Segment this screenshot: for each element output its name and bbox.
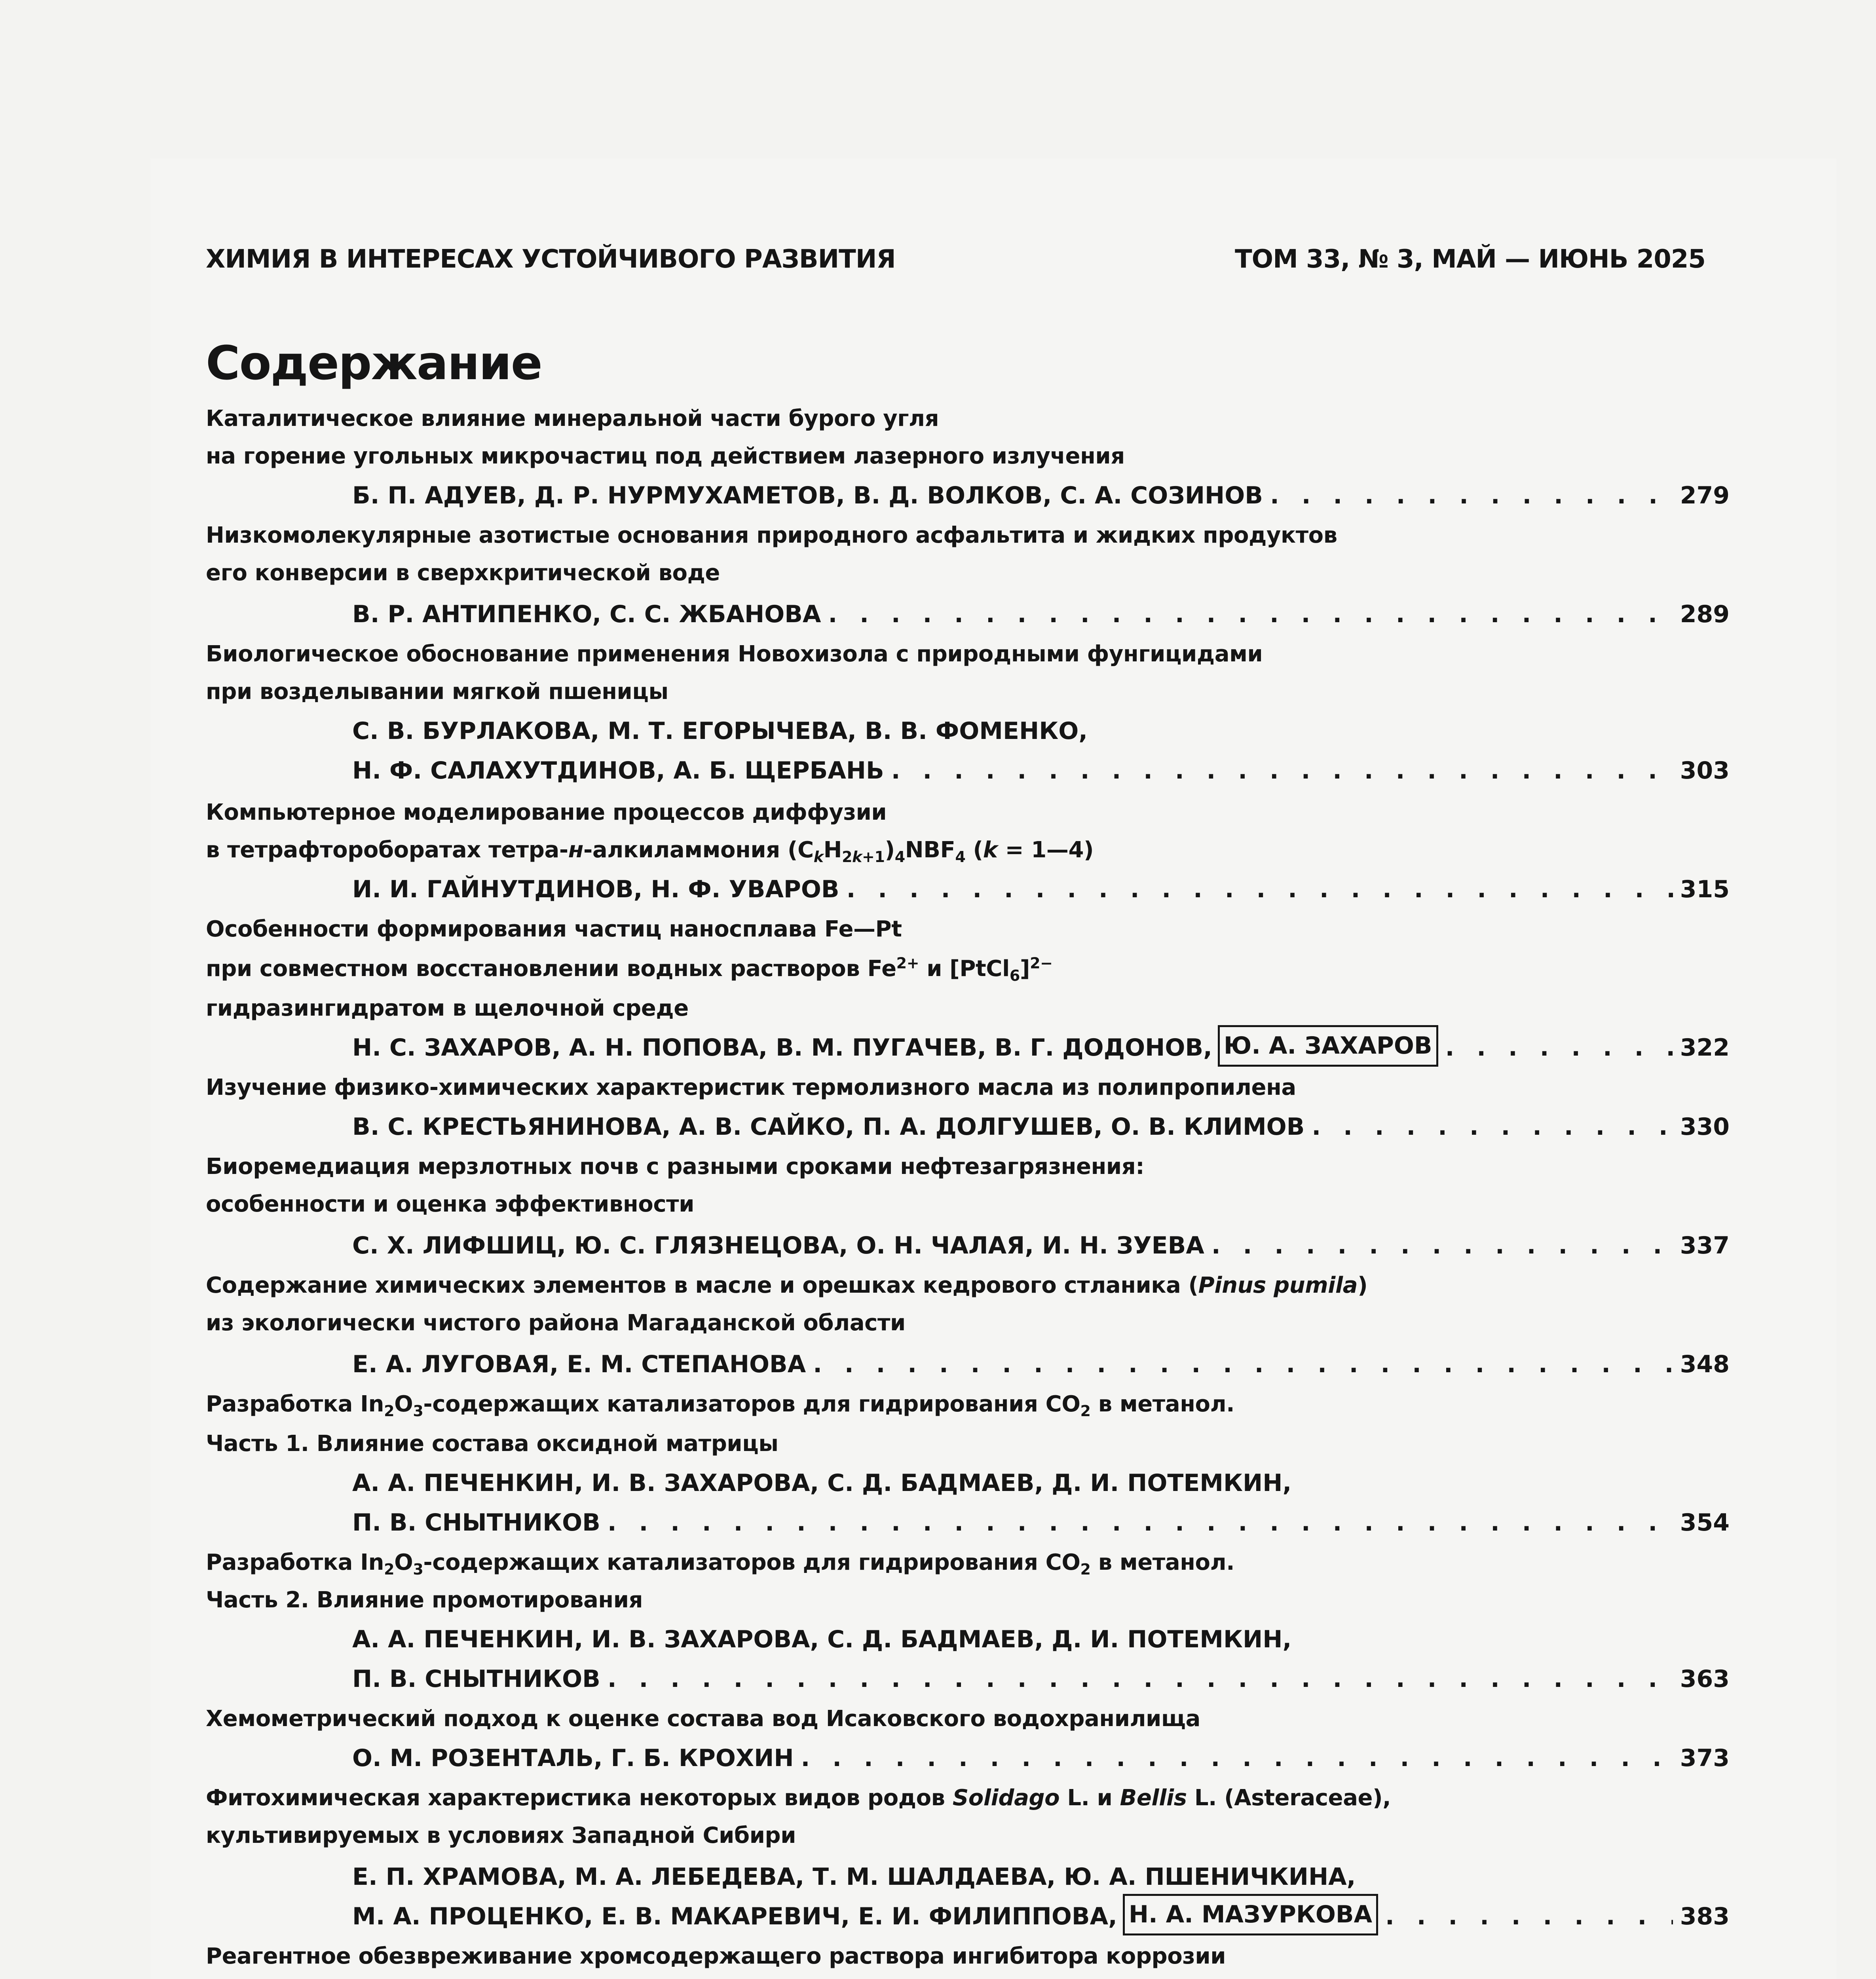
dot-leader xyxy=(813,1346,1673,1383)
article-title-line: Часть 1. Влияние состава оксидной матрицы xyxy=(206,1431,779,1457)
article-authors: А. А. ПЕЧЕНКИН, И. В. ЗАХАРОВА, С. Д. БАДМАЕВ, Д. И. ПОТЕМКИН, xyxy=(352,1626,1292,1653)
article-title-line: гидразингидратом в щелочной среде xyxy=(206,995,689,1021)
article-title-line: при совместном восстановлении водных растворов $Fe^{2+}$ и [PtCl$_6$]$^{2-}$ xyxy=(206,954,1053,985)
issue-info: ТОМ 33, № 3, МАЙ — ИЮНЬ 2025 xyxy=(1235,245,1705,274)
article-title-line: Низкомолекулярные азотистые основания природного асфальтита и жидких продуктов xyxy=(206,522,1337,548)
dot-leader xyxy=(828,596,1673,633)
toc-entry-authors[interactable] xyxy=(352,1108,1730,1146)
article-title-line: Разработка $In_2O_3$-содержащих катализаторов для гидрирования $CO_2$ в метанол. xyxy=(206,1550,1235,1578)
dot-leader xyxy=(1211,1227,1673,1265)
article-authors: С. В. БУРЛАКОВА, М. Т. ЕГОРЫЧЕВА, В. В. ФОМЕНКО, xyxy=(352,717,1088,745)
toc-entry-authors xyxy=(352,1977,1730,1979)
dot-leader xyxy=(1385,1898,1673,1935)
toc-entry-authors[interactable] xyxy=(352,1029,1730,1067)
toc-entry-authors[interactable] xyxy=(352,596,1730,633)
article-title-line: культивируемых в условиях Западной Сибири xyxy=(206,1823,796,1848)
toc-entry-authors xyxy=(352,712,1730,750)
article-title-line: особенности и оценка эффективности xyxy=(206,1191,695,1217)
dot-leader xyxy=(1270,477,1673,515)
page-number: 348 xyxy=(1680,1350,1730,1378)
page-number: 354 xyxy=(1680,1509,1730,1536)
article-title-line: Каталитическое влияние минеральной части бурого угля xyxy=(206,406,939,431)
article-title-line: Изучение физико-химических характеристик термолизного масла из полипропилена xyxy=(206,1075,1296,1100)
article-authors: П. В. СНЫТНИКОВ xyxy=(352,1665,600,1693)
dot-leader xyxy=(891,752,1673,790)
article-title-line: Содержание химических элементов в масле и орешках кедрового стланика (Pinus pumila) xyxy=(206,1272,1368,1298)
page-number: 330 xyxy=(1680,1113,1730,1141)
article-title-line: Биологическое обоснование применения Новохизола с природными фунгицидами xyxy=(206,641,1263,667)
article-authors: М. А. ПРОЦЕНКО, Е. В. МАКАРЕВИЧ, Е. И. ФИЛИППОВА, xyxy=(352,1903,1117,1930)
toc-entry-authors[interactable] xyxy=(352,752,1730,790)
boxed-author: Ю. А. ЗАХАРОВ xyxy=(1218,1025,1438,1067)
article-authors: Н. С. ЗАХАРОВ, А. Н. ПОПОВА, В. М. ПУГАЧЕВ, В. Г. ДОДОНОВ, xyxy=(352,1034,1212,1062)
article-authors: Н. Ф. САЛАХУТДИНОВ, А. Б. ЩЕРБАНЬ xyxy=(352,757,884,784)
toc-entry-authors[interactable] xyxy=(352,871,1730,908)
article-authors: И. И. ГАЙНУТДИНОВ, Н. Ф. УВАРОВ xyxy=(352,876,839,903)
page-number: 383 xyxy=(1680,1903,1730,1930)
dot-leader xyxy=(847,871,1673,908)
article-authors: В. Р. АНТИПЕНКО, С. С. ЖБАНОВА xyxy=(352,600,821,628)
article-title-line: Биоремедиация мерзлотных почв с разными сроками нефтезагрязнения: xyxy=(206,1154,1145,1179)
article-title-line: Реагентное обезвреживание хромсодержащего раствора ингибитора коррозии xyxy=(206,1943,1226,1969)
dot-leader xyxy=(801,1740,1673,1777)
toc-entry-authors xyxy=(352,1621,1730,1658)
dot-leader xyxy=(608,1660,1673,1698)
toc-entry-authors[interactable] xyxy=(352,1346,1730,1383)
article-title-line: Особенности формирования частиц наносплава Fe—Pt xyxy=(206,916,902,942)
article-authors: Е. А. ЛУГОВАЯ, Е. М. СТЕПАНОВА xyxy=(352,1350,806,1378)
article-title-line: при возделывании мягкой пшеницы xyxy=(206,679,668,705)
page-number: 315 xyxy=(1680,876,1730,903)
article-title-line: Хемометрический подход к оценке состава вод Исаковского водохранилища xyxy=(206,1706,1200,1732)
article-authors: В. С. КРЕСТЬЯНИНОВА, А. В. САЙКО, П. А. ДОЛГУШЕВ, О. В. КЛИМОВ xyxy=(352,1113,1305,1141)
journal-title: ХИМИЯ В ИНТЕРЕСАХ УСТОЙЧИВОГО РАЗВИТИЯ xyxy=(206,245,896,274)
article-authors: О. М. РОЗЕНТАЛЬ, Г. Б. КРОХИН xyxy=(352,1744,794,1772)
toc-entry-authors[interactable] xyxy=(352,1660,1730,1698)
article-authors: Е. П. ХРАМОВА, М. А. ЛЕБЕДЕВА, Т. М. ШАЛДАЕВА, Ю. А. ПШЕНИЧКИНА, xyxy=(352,1863,1356,1891)
toc-heading: Содержание xyxy=(206,336,542,390)
article-title-line: Часть 2. Влияние промотирования xyxy=(206,1587,643,1613)
page-number: 289 xyxy=(1680,600,1730,628)
article-authors: С. Х. ЛИФШИЦ, Ю. С. ГЛЯЗНЕЦОВА, О. Н. ЧАЛАЯ, И. Н. ЗУЕВА xyxy=(352,1232,1204,1259)
toc-entry-authors[interactable] xyxy=(352,477,1730,515)
page-number: 303 xyxy=(1680,757,1730,784)
toc-entry-authors[interactable] xyxy=(352,1504,1730,1542)
toc-entry-authors[interactable] xyxy=(352,1898,1730,1935)
dot-leader xyxy=(1312,1108,1673,1146)
dot-leader xyxy=(608,1504,1673,1542)
dot-leader xyxy=(1445,1029,1673,1067)
article-title-line: из экологически чистого района Магаданской области xyxy=(206,1310,906,1336)
article-title-line: Компьютерное моделирование процессов диффузии xyxy=(206,800,887,825)
toc-entry-authors xyxy=(352,1464,1730,1502)
page-number: 373 xyxy=(1680,1744,1730,1772)
toc-entry-authors[interactable] xyxy=(352,1740,1730,1777)
article-title-line: на горение угольных микрочастиц под действием лазерного излучения xyxy=(206,443,1125,469)
article-title-line: в тетрафтороборатах тетра-н-алкиламмония $(C_kH_{2k+1})_4NBF_4$ (k = 1—4) xyxy=(206,837,1094,866)
article-title-line: Разработка $In_2O_3$-содержащих катализаторов для гидрирования $CO_2$ в метанол. xyxy=(206,1391,1235,1420)
article-title-line: его конверсии в сверхкритической воде xyxy=(206,560,720,586)
article-authors: А. А. ПЕЧЕНКИН, И. В. ЗАХАРОВА, С. Д. БАДМАЕВ, Д. И. ПОТЕМКИН, xyxy=(352,1469,1292,1497)
page-number: 337 xyxy=(1680,1232,1730,1259)
toc-entry-authors[interactable] xyxy=(352,1227,1730,1265)
article-authors xyxy=(352,1977,1249,1979)
boxed-author: Н. А. МАЗУРКОВА xyxy=(1123,1894,1378,1935)
toc-entry-authors xyxy=(352,1858,1730,1896)
article-authors: Б. П. АДУЕВ, Д. Р. НУРМУХАМЕТОВ, В. Д. ВОЛКОВ, С. А. СОЗИНОВ xyxy=(352,482,1263,509)
page-number: 363 xyxy=(1680,1665,1730,1693)
page-number: 322 xyxy=(1680,1034,1730,1062)
page-number: 279 xyxy=(1680,482,1730,509)
article-title-line: Фитохимическая характеристика некоторых видов родов Solidago L. и Bellis L. (Asteraceae), xyxy=(206,1785,1391,1811)
article-authors: П. В. СНЫТНИКОВ xyxy=(352,1509,600,1536)
